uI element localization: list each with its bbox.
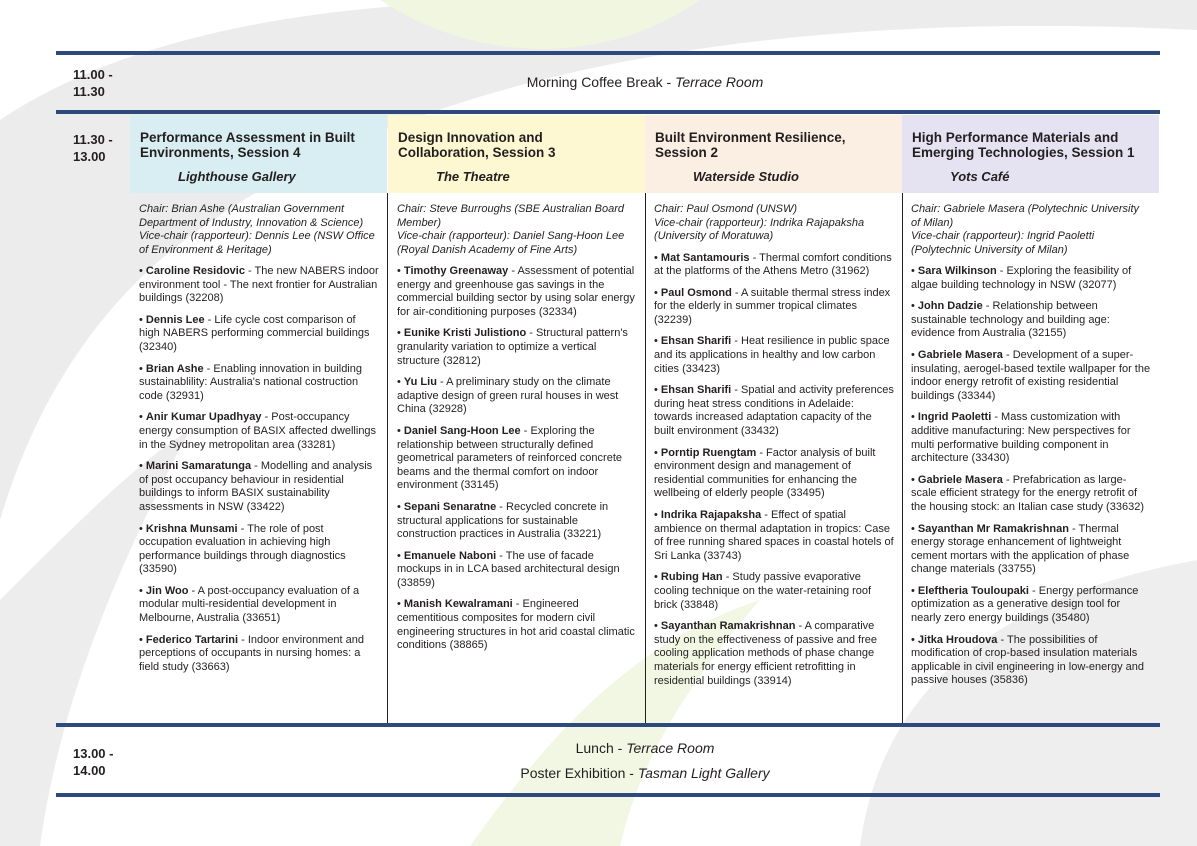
talk-title: The new NABERS indoor environment tool - The next frontier for Australian buildings (32208) (139, 265, 379, 305)
talk-title: Thermal energy storage enhancement of lightweight cement mortars with the application of phase change materials (33755) (911, 522, 1130, 576)
bullet-icon: • (654, 251, 661, 264)
bullet-icon: • (139, 460, 146, 473)
session-venue: The Theatre (436, 169, 510, 184)
separator: - (982, 300, 993, 313)
vice-chair-line: Vice-chair (rapporteur): Dennis Lee (NSW Office of Environment & Heritage) (139, 230, 375, 256)
session-venue: Waterside Studio (693, 169, 799, 184)
talk-title: Relationship between sustainable technology and building age: evidence from Australia (32155) (911, 300, 1110, 340)
presenter-name: Gabriele Masera (917, 348, 1003, 361)
session-time-start: 11.30 - (73, 132, 113, 147)
separator: - (722, 571, 733, 584)
chair-info (654, 203, 894, 244)
presenter-name: Ehsan Sharifi (660, 384, 732, 397)
presenter-name: Sayanthan Mr Ramakrishnan (917, 522, 1069, 535)
presenter-name: Ehsan Sharifi (660, 335, 732, 348)
talk-item (911, 634, 1151, 688)
separator: - (1068, 522, 1079, 535)
bullet-icon: • (139, 584, 146, 597)
session-header (388, 115, 645, 193)
bullet-icon: • (654, 509, 661, 521)
separator: - (996, 265, 1007, 277)
talk-item (654, 252, 894, 279)
separator: - (761, 509, 771, 521)
talk-item (654, 384, 894, 438)
chair-line: Chair: Gabriele Masera (Polytechnic University of Milan) (911, 203, 1140, 229)
session-time (73, 131, 113, 165)
bullet-icon: • (139, 411, 146, 424)
coffee-break-label: Morning Coffee Break - (526, 74, 676, 90)
presenter-name: Eleftheria Touloupaki (917, 584, 1029, 597)
talk-title: Energy performance optimization as a generative design tool for nearly zero energy buildings (35480) (911, 584, 1139, 625)
presenter-name: Paul Osmond (660, 286, 732, 299)
talk-item (397, 550, 637, 591)
talk-item (654, 571, 894, 612)
talk-item (139, 314, 379, 355)
talk-item (397, 598, 637, 652)
separator: - (795, 620, 805, 633)
bullet-icon: • (654, 286, 661, 299)
bullet-icon: • (397, 376, 404, 389)
chair-info (911, 203, 1151, 257)
presenter-name: Ingrid Paoletti (917, 411, 992, 424)
bullet-icon: • (654, 620, 661, 633)
presenter-name: Caroline Residovic (145, 265, 245, 277)
session-header (645, 115, 902, 193)
chair-line: Chair: Paul Osmond (UNSW) (654, 203, 798, 215)
session-title: High Performance Materials and Emerging Technologies, Session 1 (912, 130, 1135, 160)
separator: - (1002, 473, 1013, 486)
talk-item (139, 265, 379, 306)
talk-title: Engineered cementitious composites for modern civil engineering structures in hot arid coastal climatic conditions (38865) (397, 598, 635, 652)
session-column-materials (902, 115, 1159, 696)
bullet-icon: • (911, 522, 918, 535)
divider-rule (56, 723, 1160, 727)
talk-item (911, 523, 1151, 577)
separator: - (991, 411, 1002, 424)
bullet-icon: • (397, 327, 404, 340)
talk-title: Structural pattern's granularity variation to optimize a vertical structure (32812) (397, 327, 628, 367)
separator: - (496, 549, 506, 562)
presenter-name: Sara Wilkinson (917, 265, 997, 277)
talk-title: Life cycle cost comparison of high NABERS performing commercial buildings (32340) (139, 313, 370, 353)
lunch-venue: Terrace Room (626, 740, 715, 756)
presenter-name: Porntip Ruengtam (660, 446, 757, 459)
presenter-name: Timothy Greenaway (403, 265, 509, 277)
presenter-name: Jin Woo (145, 584, 189, 597)
talk-title: Spatial and activity preferences during heat stress conditions in Adelaide: towards increased adaptation capacity of the built environment (33432) (654, 384, 894, 438)
presenter-name: Emanuele Naboni (403, 549, 497, 562)
bullet-icon: • (397, 265, 404, 277)
bullet-icon: • (397, 500, 404, 513)
talk-title: Effect of spatial ambience on thermal adaptation in tropics: Case of free running shared spaces in coastal hotels of Sri Lanka (33743) (654, 509, 894, 562)
separator: - (261, 411, 272, 424)
separator: - (997, 633, 1007, 646)
talk-item (397, 376, 637, 417)
session-header (130, 115, 387, 193)
vice-chair-line: Vice-chair (rapporteur): Ingrid Paoletti (Polytechnic University of Milan) (911, 230, 1095, 256)
bullet-icon: • (911, 473, 918, 486)
bullet-icon: • (911, 348, 918, 361)
talk-item (654, 335, 894, 376)
talk-item (911, 349, 1151, 403)
session-body (130, 193, 387, 674)
talk-title: A preliminary study on the climate adaptive design of green rural houses in west China (32928) (397, 376, 619, 416)
talk-item (911, 265, 1151, 292)
coffee-time (73, 66, 113, 100)
poster-venue: Tasman Light Gallery (637, 765, 770, 781)
separator: - (251, 460, 261, 473)
coffee-time-start: 11.00 - (73, 67, 113, 82)
talk-item (654, 509, 894, 563)
separator: - (1002, 348, 1013, 361)
talk-title: The possibilities of modification of crop-based insulation materials applicable in civil engineering in low-energy and passive houses (35836) (911, 633, 1144, 687)
separator: - (436, 376, 447, 389)
bullet-icon: • (139, 633, 146, 646)
talk-item (911, 411, 1151, 465)
talk-title: Exploring the relationship between structurally defined geometrical parameters of reinforced concrete beams and the thermal comfort on indoor environment (33145) (397, 424, 622, 492)
session-body (645, 193, 902, 688)
bullet-icon: • (397, 549, 404, 562)
talk-item (139, 585, 379, 626)
separator: - (238, 633, 248, 646)
poster-label: Poster Exhibition - (520, 765, 638, 781)
separator: - (203, 362, 214, 375)
talk-item (654, 287, 894, 328)
talk-title: The use of facade mockups in in LCA based architectural design (33859) (397, 549, 620, 589)
divider-rule (56, 110, 1160, 114)
talk-item (139, 523, 379, 577)
talk-item (397, 501, 637, 542)
presenter-name: Krishna Munsami (145, 522, 238, 535)
talk-title: Exploring the feasibility of algae building technology in NSW (32077) (911, 265, 1132, 291)
lunch-label: Lunch - (575, 740, 627, 756)
talk-item (911, 474, 1151, 515)
presenter-name: Brian Ashe (145, 362, 204, 375)
presenter-name: John Dadzie (917, 300, 983, 313)
bullet-icon: • (911, 265, 918, 277)
talk-item (139, 460, 379, 514)
bullet-icon: • (397, 424, 404, 437)
talk-item (139, 634, 379, 675)
session-time-end: 13.00 (73, 149, 106, 164)
session-venue: Yots Café (950, 169, 1010, 184)
talk-item (397, 327, 637, 368)
session-title: Built Environment Resilience, Session 2 (655, 130, 846, 160)
session-title: Design Innovation and Collaboration, Session 3 (398, 130, 556, 160)
divider-rule (56, 793, 1160, 797)
lunch-time (73, 745, 113, 779)
bullet-icon: • (654, 384, 661, 397)
vice-chair-line: Vice-chair (rapporteur): Indrika Rajapaksha (University of Moratuwa) (654, 216, 865, 242)
chair-info (139, 203, 379, 257)
talk-title: Post-occupancy energy consumption of BASIX affected dwellings in the Sydney metropolitan area (33281) (139, 411, 377, 451)
talk-title: The role of post occupation evaluation in achieving high performance buildings through diagnostics (33590) (139, 522, 346, 576)
presenter-name: Sayanthan Ramakrishnan (660, 620, 796, 633)
bullet-icon: • (139, 265, 146, 277)
session-column-design (388, 115, 645, 661)
talk-title: Thermal comfort conditions at the platforms of the Athens Metro (31962) (654, 251, 892, 278)
column-divider (387, 193, 388, 723)
talk-title: Modelling and analysis of post occupancy behaviour in residential buildings to inform BASIX sustainability assessments in NSW (33422) (139, 460, 373, 513)
talk-title: Study passive evaporative cooling technique on the water-retaining roof brick (33848) (654, 571, 872, 611)
vice-chair-line: Vice-chair (rapporteur): Daniel Sang-Hoon Lee (Royal Danish Academy of Fine Arts) (397, 230, 625, 256)
session-body (902, 193, 1159, 688)
separator: - (731, 335, 741, 348)
talk-title: Prefabrication as large-scale efficient strategy for the energy retrofit of the housing stock: an Italian case study (33632) (911, 473, 1144, 513)
lunch-line (130, 740, 1160, 756)
presenter-name: Mat Santamouris (660, 251, 750, 264)
separator: - (244, 265, 255, 277)
talk-title: Heat resilience in public space and its applications in healthy and low carbon cities (33423) (654, 335, 890, 375)
session-column-resilience (645, 115, 902, 696)
talk-item (911, 300, 1151, 341)
presenter-name: Gabriele Masera (917, 473, 1003, 486)
talk-item (397, 265, 637, 319)
bullet-icon: • (139, 522, 146, 535)
talk-title: Recycled concrete in structural applications for sustainable construction practices in Australia (33221) (397, 500, 609, 541)
coffee-break-venue: Terrace Room (675, 74, 764, 90)
presenter-name: Indrika Rajapaksha (660, 509, 762, 521)
session-header (902, 115, 1159, 193)
bullet-icon: • (911, 411, 918, 424)
bullet-icon: • (654, 446, 661, 459)
chair-line: Chair: Steve Burroughs (SBE Australian Board Member) (397, 203, 625, 229)
bullet-icon: • (397, 598, 404, 611)
presenter-name: Jitka Hroudova (917, 633, 998, 646)
coffee-time-end: 11.30 (73, 84, 105, 99)
presenter-name: Daniel Sang-Hoon Lee (403, 424, 521, 437)
talk-title: Mass customization with additive manufacturing: New perspectives for multi performative building component in architecture (33430) (911, 411, 1131, 465)
presenter-name: Yu Liu (403, 376, 437, 389)
presenter-name: Eunike Kristi Julistiono (403, 327, 527, 340)
talk-title: A comparative study on the effectiveness of passive and free cooling application methods of phase change materials for energy efficient retrofitting in residential buildings (33914) (654, 620, 877, 687)
separator: - (508, 265, 518, 277)
separator: - (512, 598, 523, 611)
session-title: Performance Assessment in Built Environments, Session 4 (140, 130, 355, 160)
poster-line (130, 765, 1160, 781)
separator: - (731, 286, 741, 299)
bullet-icon: • (654, 335, 661, 348)
presenter-name: Manish Kewalramani (403, 598, 513, 611)
separator: - (188, 584, 198, 597)
chair-info (397, 203, 637, 257)
bullet-icon: • (911, 300, 918, 313)
presenter-name: Marini Samaratunga (145, 460, 252, 473)
presenter-name: Dennis Lee (145, 313, 205, 326)
separator: - (526, 327, 536, 340)
session-venue: Lighthouse Gallery (178, 169, 296, 184)
separator: - (749, 251, 760, 264)
talk-item (397, 425, 637, 493)
talk-title: Development of a super-insulating, aerogel-based textile wallpaper for the indoor energy retrofit of existing residential buildings (33344) (911, 348, 1151, 402)
column-divider (902, 193, 903, 723)
talk-title: Enabling innovation in building sustainablility: Australia's national costruction code (32931) (139, 362, 362, 402)
session-column-performance (130, 115, 387, 682)
presenter-name: Anir Kumar Upadhyay (145, 411, 262, 424)
divider-rule (56, 51, 1160, 55)
talk-title: A suitable thermal stress index for the elderly in summer tropical climates (32239) (654, 286, 891, 326)
coffee-break-line (130, 74, 1160, 90)
separator: - (237, 522, 248, 535)
talk-item (139, 363, 379, 404)
talk-title: Assessment of potential energy and greenhouse gas savings in the commercial building sector by using solar energy for air-conditioning purposes (32334) (397, 265, 635, 318)
talk-item (654, 620, 894, 688)
separator: - (731, 384, 741, 397)
talk-item (911, 585, 1151, 626)
talk-item (139, 411, 379, 452)
talk-item (654, 447, 894, 501)
chair-line: Chair: Brian Ashe (Australian Government Department of Industry, Innovation & Science) (139, 203, 364, 229)
bullet-icon: • (654, 571, 661, 584)
separator: - (520, 424, 531, 437)
presenter-name: Sepani Senaratne (403, 500, 497, 513)
separator: - (756, 446, 767, 459)
separator: - (204, 313, 215, 326)
bullet-icon: • (139, 362, 146, 375)
talk-title: Indoor environment and perceptions of occupants in nursing homes: a field study (33663) (139, 633, 364, 673)
bullet-icon: • (911, 633, 918, 646)
talk-title: A post-occupancy evaluation of a modular multi-residential development in Melbourne, Australia (33651) (139, 584, 360, 625)
presenter-name: Rubing Han (660, 571, 723, 584)
session-body (388, 193, 645, 653)
bullet-icon: • (911, 584, 918, 597)
lunch-time-start: 13.00 - (73, 746, 114, 761)
separator: - (496, 500, 507, 513)
column-divider (645, 193, 646, 723)
bullet-icon: • (139, 313, 146, 326)
lunch-time-end: 14.00 (73, 763, 106, 778)
presenter-name: Federico Tartarini (145, 633, 239, 646)
separator: - (1028, 584, 1039, 597)
talk-title: Factor analysis of built environment design and management of residential communities for enhancing the wellbeing of elderly people (33495) (654, 446, 876, 500)
